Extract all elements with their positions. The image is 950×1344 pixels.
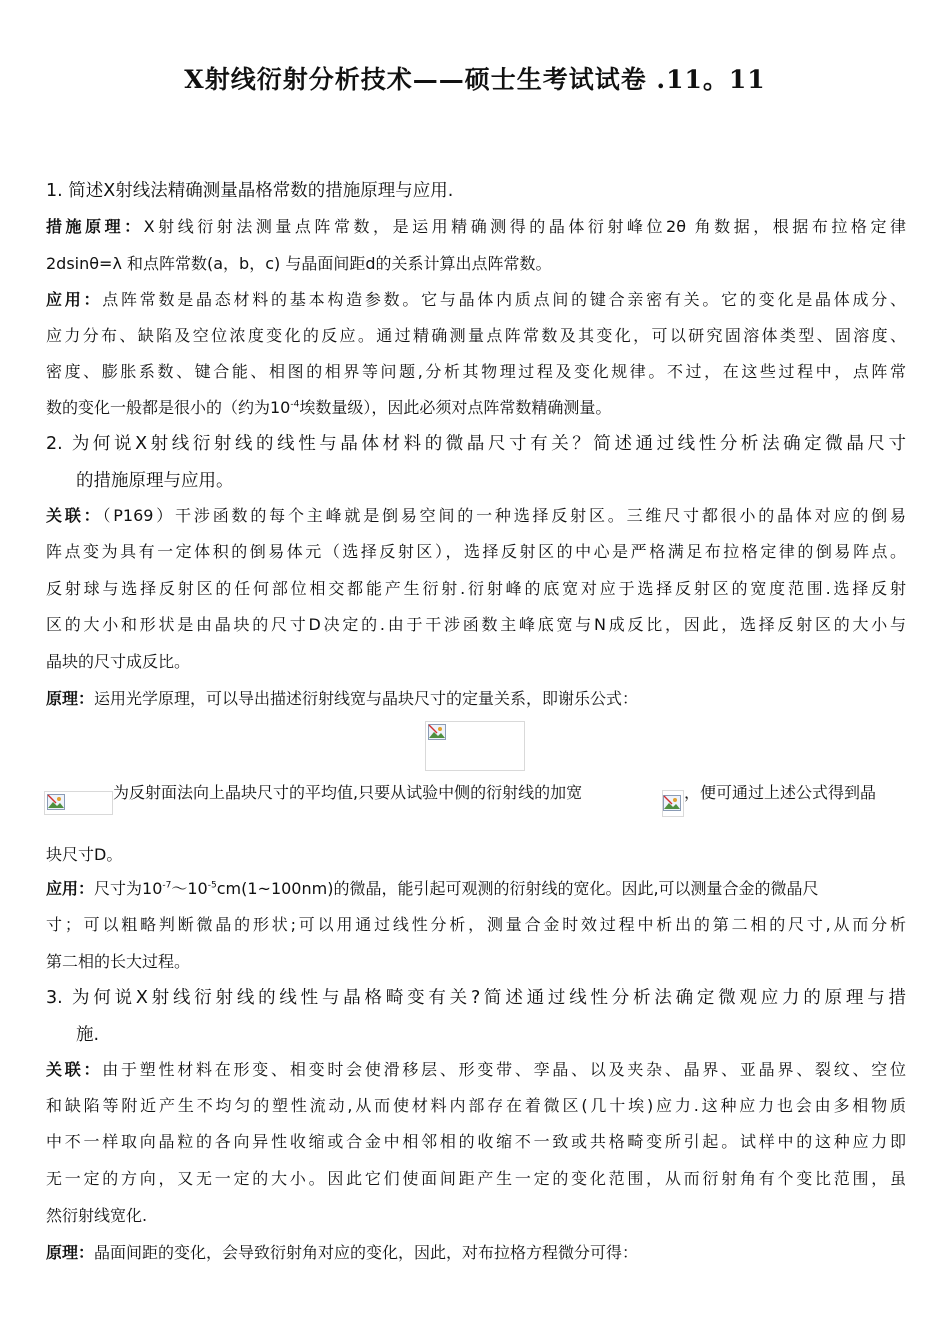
- q2-rel-line-3: 反射球与选择反射区的任何部位相交都能产生衍射.衍射峰的底宽对应于选择反射区的宽度范围.选择反射: [46, 579, 906, 598]
- q2-app-text-1a: 尺寸为10: [94, 879, 163, 898]
- q2-app-line-2: 寸；可以粗略判断微晶的形状;可以用通过线性分析，测量合金时效过程中析出的第二相的尺寸,从而分析: [46, 915, 906, 934]
- broken-image-icon: [428, 724, 446, 740]
- q1-app-text-4a: 数的变化一般都是很小的（约为10: [46, 398, 291, 417]
- crystal-size-symbol-image: [44, 791, 113, 815]
- q3-rel-text-1: 由于塑性材料在形变、相变时会使滑移层、形变带、孪晶、以及夹杂、晶界、亚晶界、裂纹、空位: [102, 1060, 906, 1079]
- q2-formula-tail-text: ，便可通过上述公式得到晶: [684, 783, 877, 802]
- question-3-line-2: 施.: [76, 1025, 100, 1045]
- q1-app-line-3: 密度、膨胀系数、键合能、相图的相界等问题,分析其物理过程及变化规律。不过，在这些过程中，点阵常: [46, 362, 906, 381]
- q1-principle-label: 措施原理：: [46, 217, 144, 236]
- q3-rel-label: 关联：: [46, 1060, 103, 1079]
- q2-rel-label: 关联：: [46, 506, 103, 525]
- scherrer-formula-image: [425, 721, 525, 771]
- question-2-line-2: 的措施原理与应用。: [76, 471, 234, 491]
- q1-app-exponent: -4: [290, 399, 300, 410]
- q1-app-text-4b: 埃数量级），因此必须对点阵常数精确测量。: [299, 398, 612, 417]
- page-title: X射线衍射分析技术——硕士生考试试卷 .11。11: [184, 65, 766, 94]
- line-broadening-symbol-image: [662, 790, 684, 817]
- q3-rel-line-4: 无一定的方向，又无一定的大小。因此它们使面间距产生一定的变化范围，从而衍射角有个变比范围，虽: [46, 1169, 906, 1188]
- q2-principle-label: 原理：: [46, 689, 95, 708]
- q2-rel-text-1: （P169）干涉函数的每个主峰就是倒易空间的一种选择反射区。三维尺寸都很小的晶体对应的倒易: [102, 506, 906, 525]
- q1-principle-line-1: [46, 216, 906, 238]
- q1-app-line-4: [46, 397, 906, 419]
- q2-app-text-1b: ～10: [171, 879, 208, 898]
- q1-principle-text-1: X射线衍射法测量点阵常数，是运用精确测得的晶体衍射峰位2θ 角数据，根据布拉格定律: [143, 217, 906, 236]
- broken-image-icon: [47, 794, 65, 810]
- q2-principle-text-1: 运用光学原理，可以导出描述衍射线宽与晶块尺寸的定量关系，即谢乐公式：: [94, 689, 639, 708]
- q1-app-line-2: 应力分布、缺陷及空位浓度变化的反应。通过精确测量点阵常数及其变化，可以研究固溶体类型、固溶度、: [46, 326, 906, 345]
- q1-app-text-1: 点阵常数是晶态材料的基本构造参数。它与晶体内质点间的键合亲密有关。它的变化是晶体成分、: [102, 290, 906, 309]
- q2-rel-line-2: 阵点变为具有一定体积的倒易体元（选择反射区），选择反射区的中心是严格满足布拉格定律的倒易阵点。: [46, 542, 906, 561]
- question-1: 1. 简述X射线法精确测量晶格常数的措施原理与应用.: [46, 181, 454, 201]
- q2-app-exponent-1: -7: [162, 880, 172, 891]
- q2-app-text-1c: cm(1~100nm)的微晶，能引起可观测的衍射线的宽化。因此,可以测量合金的微晶尺: [216, 879, 819, 898]
- q2-rel-line-4: 区的大小和形状是由晶块的尺寸D决定的.由于干涉函数主峰底宽与N成反比，因此，选择反射区的大小与: [46, 615, 906, 634]
- q3-rel-line-1: [46, 1059, 906, 1081]
- q2-rel-line-5: 晶块的尺寸成反比。: [46, 652, 191, 671]
- question-3-line-1: 3. 为何说X射线衍射线的线性与晶格畸变有关?简述通过线性分析法确定微观应力的原理与措: [46, 988, 906, 1008]
- q2-app-label: 应用：: [46, 879, 95, 898]
- q2-app-line-3: 第二相的长大过程。: [46, 952, 191, 971]
- broken-image-icon: [663, 795, 681, 811]
- q3-principle-text-1: 晶面间距的变化，会导致衍射角对应的变化，因此，对布拉格方程微分可得：: [94, 1243, 639, 1262]
- q3-principle-label: 原理：: [46, 1243, 95, 1262]
- q1-app-line-1: [46, 289, 906, 311]
- q3-principle-line-1: [46, 1242, 906, 1264]
- q3-rel-line-2: 和缺陷等附近产生不均匀的塑性流动,从而使材料内部存在着微区(几十埃)应力.这种应力也会由多相物质: [46, 1096, 906, 1115]
- q2-app-line-1: [46, 878, 906, 900]
- q2-rel-line-1: [46, 505, 906, 527]
- q1-principle-line-2: 2dsinθ=λ 和点阵常数(a，b，c) 与晶面间距d的关系计算出点阵常数。: [46, 254, 552, 273]
- q2-formula-mid-text: 为反射面法向上晶块尺寸的平均值,只要从试验中侧的衍射线的加宽: [113, 783, 583, 802]
- q3-rel-line-5: 然衍射线宽化.: [46, 1206, 148, 1225]
- q2-app-exponent-2: -5: [207, 880, 217, 891]
- q2-principle-line-1: [46, 688, 906, 710]
- q3-rel-line-3: 中不一样取向晶粒的各向异性收缩或合金中相邻相的收缩不一致或共格畸变所引起。试样中的这种应力即: [46, 1132, 906, 1151]
- question-2-line-1: 2. 为何说X射线衍射线的线性与晶体材料的微晶尺寸有关？简述通过线性分析法确定微晶尺寸: [46, 434, 906, 454]
- q1-app-label: 应用：: [46, 290, 103, 309]
- q2-formula-line-2: 块尺寸D。: [46, 845, 123, 864]
